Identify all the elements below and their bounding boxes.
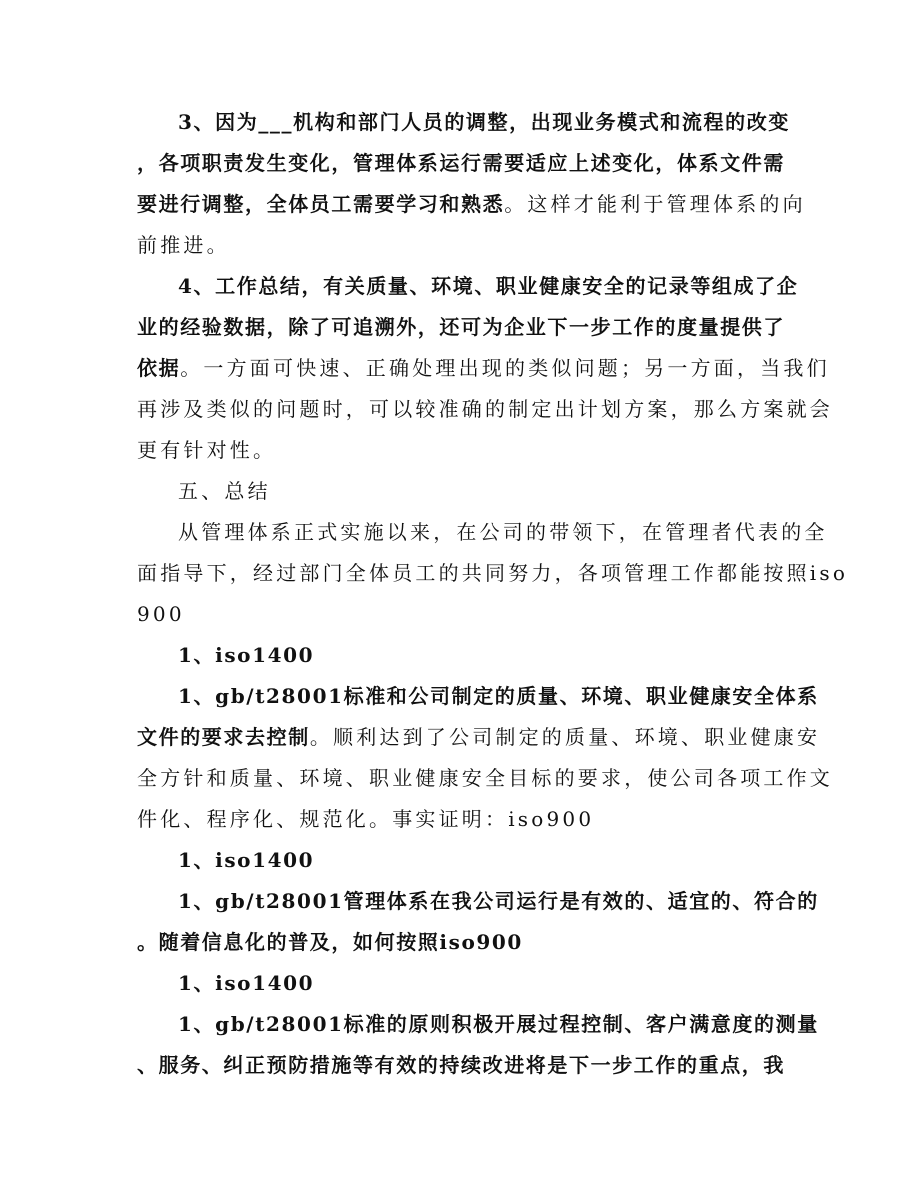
bold-text: 3、因为___机构和部门人员的调整，出现业务模式和流程的改变 xyxy=(178,110,790,134)
bold-text: 文件的要求去控制 xyxy=(137,725,310,749)
paragraph-1-line-4 xyxy=(137,231,230,259)
paragraph-2-line-5 xyxy=(137,436,276,464)
bold-text: 、服务、纠正预防措施等有效的持续改进将是下一步工作的重点，我 xyxy=(137,1053,785,1077)
bold-text: 1、iso1400 xyxy=(178,848,315,872)
paragraph-2-line-2 xyxy=(137,313,785,341)
regular-text: 更有针对性。 xyxy=(137,438,277,462)
paragraph-9-line-2 xyxy=(137,1051,785,1079)
paragraph-7-line-1 xyxy=(178,887,819,915)
paragraph-7-line-2 xyxy=(137,928,523,956)
paragraph-3-line-1 xyxy=(178,518,828,546)
bold-text: 1、gb/t28001管理体系在我公司运行是有效的、适宜的、符合的 xyxy=(178,889,819,913)
iso-line-1 xyxy=(178,641,314,669)
heading-text: 五、总结 xyxy=(178,479,271,503)
bold-text: 4、工作总结，有关质量、环境、职业健康安全的记录等组成了企 xyxy=(178,274,799,298)
regular-text: 从管理体系正式实施以来，在公司的带领下，在管理者代表的全 xyxy=(178,520,828,544)
bold-text: 。随着信息化的普及，如何按照iso900 xyxy=(137,930,523,954)
bold-text: 1、iso1400 xyxy=(178,643,315,667)
paragraph-5-line-2 xyxy=(137,723,820,751)
regular-text: 。顺利达到了公司制定的质量、环境、职业健康安 xyxy=(309,725,821,749)
regular-text: 再涉及类似的问题时，可以较准确的制定出计划方案，那么方案就会 xyxy=(137,397,833,421)
iso-line-2 xyxy=(178,846,314,874)
paragraph-9-line-1 xyxy=(178,1010,819,1038)
paragraph-2-line-4 xyxy=(137,395,833,423)
bold-text: 1、iso1400 xyxy=(178,971,315,995)
paragraph-5-line-1 xyxy=(178,682,819,710)
regular-text: 全方针和质量、环境、职业健康安全目标的要求，使公司各项工作文 xyxy=(137,766,833,790)
bold-text: 依据 xyxy=(137,356,181,380)
paragraph-5-line-3 xyxy=(137,764,833,792)
paragraph-1-line-2 xyxy=(137,149,785,177)
paragraph-2-line-3 xyxy=(137,354,830,382)
bold-text: 要进行调整，全体员工需要学习和熟悉 xyxy=(137,192,505,216)
regular-text: 。一方面可快速、正确处理出现的类似问题；另一方面，当我们 xyxy=(180,356,830,380)
section-heading xyxy=(178,477,271,505)
paragraph-3-line-3 xyxy=(137,600,185,628)
regular-text: 。这样才能利于管理体系的向 xyxy=(504,192,806,216)
paragraph-3-line-2 xyxy=(137,559,848,587)
bold-text: 业的经验数据，除了可追溯外，还可为企业下一步工作的度量提供了 xyxy=(137,315,785,339)
bold-text: 1、gb/t28001标准和公司制定的质量、环境、职业健康安全体系 xyxy=(178,684,819,708)
bold-text: 1、gb/t28001标准的原则积极开展过程控制、客户满意度的测量 xyxy=(178,1012,819,1036)
regular-text: 面指导下，经过部门全体员工的共同努力，各项管理工作都能按照iso xyxy=(137,561,849,585)
bold-text: ，各项职责发生变化，管理体系运行需要适应上述变化，体系文件需 xyxy=(137,151,785,175)
regular-text: 件化、程序化、规范化。事实证明：iso900 xyxy=(137,807,595,831)
regular-text: 900 xyxy=(137,602,185,626)
iso-line-3 xyxy=(178,969,314,997)
paragraph-1-line-1 xyxy=(178,108,790,136)
paragraph-5-line-4 xyxy=(137,805,594,833)
regular-text: 前推进。 xyxy=(137,233,230,257)
paragraph-1-line-3 xyxy=(137,190,806,218)
paragraph-2-line-1 xyxy=(178,272,798,300)
